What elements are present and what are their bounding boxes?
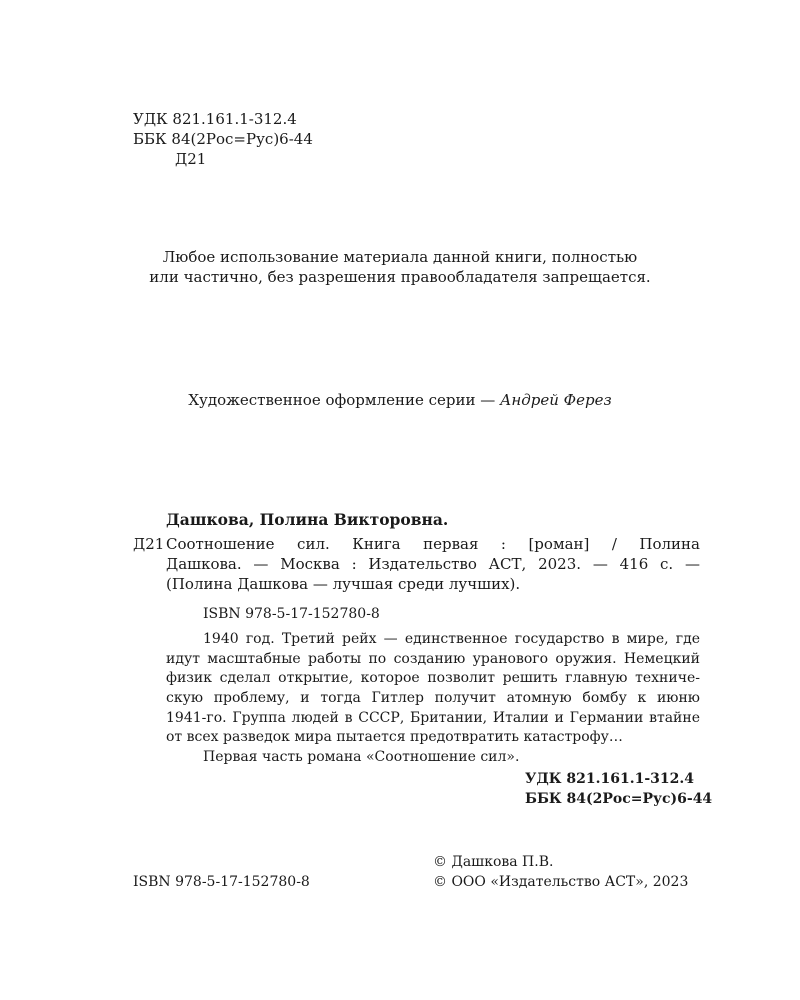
annotation-line: от всех разведок мира пытается предотвратить катастрофу… [166,729,623,746]
header-bbk: ББК 84(2Рос=Рус)6-44 [133,130,313,148]
card-isbn: ISBN 978-5-17-152780-8 [203,606,380,622]
annotation-line: 1940 год. Третий рейх — единственное государство в мире, где [203,631,700,647]
annotation-line: Первая часть романа «Соотношение сил». [203,749,520,766]
card-description-line: Соотношение сил. Книга первая : [роман] / Полина [166,535,700,553]
design-credit-label: Художественное оформление серии — [188,391,500,409]
rights-notice-line-2: или частично, без разрешения правообладателя запрещается. [149,268,651,286]
imprint-isbn: ISBN 978-5-17-152780-8 [133,874,310,890]
rights-notice-line-1: Любое использование материала данной книги, полностью [162,248,638,266]
card-author: Дашкова, Полина Викторовна. [166,510,449,529]
annotation-line: скую проблему, и тогда Гитлер получит атомную бомбу к июню [166,690,700,707]
card-description-line: Дашкова. — Москва : Издательство АСТ, 2023. — 416 с. — [166,555,700,573]
annotation-line: идут масштабные работы по созданию уранового оружия. Немецкий [166,650,700,667]
series-design-credit [0,390,800,410]
card-description-line: (Полина Дашкова — лучшая среди лучших). [166,575,521,593]
header-udk: УДК 821.161.1-312.4 [133,110,297,128]
card-author-mark: Д21 [133,535,165,553]
header-author-mark: Д21 [175,150,207,168]
card-udk: УДК 821.161.1-312.4 [525,771,695,787]
copyright-author: © Дашкова П.В. [433,854,554,870]
design-credit-artist: Андрей Ферез [500,391,612,409]
card-annotation [166,630,700,768]
card-bbk: ББК 84(2Рос=Рус)6-44 [525,791,713,807]
annotation-line: физик сделал открытие, которое позволит решить главную техниче- [166,670,700,687]
card-description [166,534,700,594]
annotation-line: 1941-го. Группа людей в СССР, Британии, Италии и Германии втайне [166,709,700,726]
copyright-publisher: © ООО «Издательство АСТ», 2023 [433,874,689,890]
